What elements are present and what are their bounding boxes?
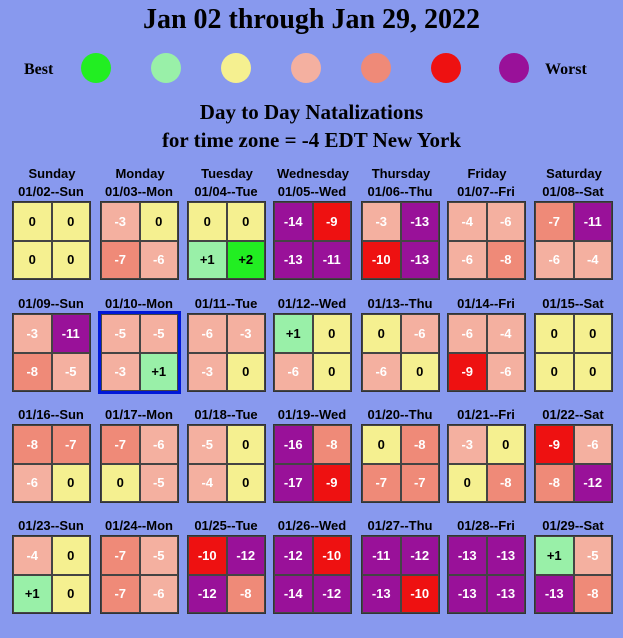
natalization-cell: -13 bbox=[487, 575, 526, 614]
day-label: 01/24--Mon bbox=[105, 518, 173, 533]
natalization-cell: -6 bbox=[487, 353, 526, 392]
day-label: 01/27--Thu bbox=[367, 518, 433, 533]
day-label: 01/21--Fri bbox=[457, 407, 515, 422]
natalization-cell: +2 bbox=[227, 241, 266, 280]
day-box[interactable] bbox=[187, 424, 266, 503]
natalization-cell: -3 bbox=[227, 314, 266, 353]
natalization-cell: -8 bbox=[13, 425, 52, 464]
natalization-cell: -5 bbox=[140, 314, 179, 353]
natalization-cell: -6 bbox=[362, 353, 401, 392]
natalization-cell: -6 bbox=[535, 241, 574, 280]
day-label: 01/26--Wed bbox=[277, 518, 347, 533]
natalization-cell: -3 bbox=[362, 202, 401, 241]
natalization-cell: 0 bbox=[52, 464, 91, 503]
day-box[interactable] bbox=[361, 535, 440, 614]
natalization-cell: -6 bbox=[448, 314, 487, 353]
natalization-cell: -11 bbox=[52, 314, 91, 353]
day-label: 01/13--Thu bbox=[367, 296, 433, 311]
natalization-cell: 0 bbox=[313, 353, 352, 392]
natalization-cell: -6 bbox=[401, 314, 440, 353]
legend-dot-worst bbox=[499, 53, 529, 83]
day-box[interactable] bbox=[361, 201, 440, 280]
natalization-cell: -13 bbox=[448, 536, 487, 575]
natalization-cell: 0 bbox=[52, 241, 91, 280]
day-box[interactable] bbox=[187, 535, 266, 614]
day-label: 01/18--Tue bbox=[194, 407, 258, 422]
natalization-cell: -6 bbox=[574, 425, 613, 464]
natalization-cell: -16 bbox=[274, 425, 313, 464]
natalization-cell: -7 bbox=[535, 202, 574, 241]
day-box[interactable] bbox=[534, 201, 613, 280]
natalization-cell: +1 bbox=[188, 241, 227, 280]
natalization-cell: -7 bbox=[101, 241, 140, 280]
natalization-cell: -3 bbox=[188, 353, 227, 392]
natalization-cell: -3 bbox=[101, 202, 140, 241]
natalization-cell: -10 bbox=[188, 536, 227, 575]
natalization-cell: 0 bbox=[140, 202, 179, 241]
natalization-cell: -8 bbox=[401, 425, 440, 464]
natalization-cell: 0 bbox=[52, 202, 91, 241]
natalization-cell: 0 bbox=[574, 353, 613, 392]
natalization-cell: -5 bbox=[140, 464, 179, 503]
natalization-cell: -5 bbox=[140, 536, 179, 575]
natalization-cell: -6 bbox=[188, 314, 227, 353]
natalization-cell: -10 bbox=[362, 241, 401, 280]
natalization-cell: -6 bbox=[448, 241, 487, 280]
natalization-cell: 0 bbox=[574, 314, 613, 353]
legend-dot-neutral bbox=[221, 53, 251, 83]
natalization-cell: +1 bbox=[13, 575, 52, 614]
day-box[interactable] bbox=[534, 424, 613, 503]
day-label: 01/22--Sat bbox=[542, 407, 604, 422]
natalization-cell: -8 bbox=[574, 575, 613, 614]
natalization-cell: -7 bbox=[101, 425, 140, 464]
natalization-cell: -9 bbox=[535, 425, 574, 464]
natalization-cell: -5 bbox=[52, 353, 91, 392]
day-label: 01/06--Thu bbox=[367, 184, 433, 199]
day-box[interactable] bbox=[447, 535, 526, 614]
day-box[interactable] bbox=[273, 535, 352, 614]
natalization-cell: 0 bbox=[535, 314, 574, 353]
day-box[interactable] bbox=[534, 313, 613, 392]
natalization-cell: -10 bbox=[401, 575, 440, 614]
natalization-cell: 0 bbox=[535, 353, 574, 392]
day-label: 01/04--Tue bbox=[194, 184, 258, 199]
natalization-cell: -8 bbox=[13, 353, 52, 392]
natalization-cell: -7 bbox=[362, 464, 401, 503]
natalization-cell: 0 bbox=[52, 536, 91, 575]
natalization-cell: -4 bbox=[13, 536, 52, 575]
natalization-cell: -13 bbox=[362, 575, 401, 614]
day-box[interactable] bbox=[447, 313, 526, 392]
natalization-cell: -8 bbox=[535, 464, 574, 503]
natalization-cell: -13 bbox=[401, 241, 440, 280]
day-label: 01/25--Tue bbox=[194, 518, 258, 533]
natalization-cell: 0 bbox=[401, 353, 440, 392]
natalization-cell: -13 bbox=[535, 575, 574, 614]
weekday-label-saturday: Saturday bbox=[546, 166, 602, 181]
day-box[interactable] bbox=[273, 424, 352, 503]
natalization-cell: -5 bbox=[188, 425, 227, 464]
natalization-cell: -8 bbox=[487, 464, 526, 503]
natalization-cell: -13 bbox=[274, 241, 313, 280]
natalization-cell: -12 bbox=[574, 464, 613, 503]
natalization-cell: -11 bbox=[574, 202, 613, 241]
page-title: Jan 02 through Jan 29, 2022 bbox=[142, 4, 481, 35]
weekday-label-monday: Monday bbox=[115, 166, 165, 181]
weekday-label-tuesday: Tuesday bbox=[201, 166, 253, 181]
natalization-cell: 0 bbox=[313, 314, 352, 353]
day-label: 01/02--Sun bbox=[18, 184, 84, 199]
weekday-label-thursday: Thursday bbox=[371, 166, 431, 181]
color-legend bbox=[0, 50, 623, 90]
legend-dot-bad bbox=[361, 53, 391, 83]
natalization-cell: -9 bbox=[313, 202, 352, 241]
natalization-cell: -3 bbox=[448, 425, 487, 464]
weekday-label-sunday: Sunday bbox=[28, 166, 76, 181]
day-box[interactable] bbox=[447, 201, 526, 280]
natalization-cell: -4 bbox=[448, 202, 487, 241]
natalization-cell: -5 bbox=[101, 314, 140, 353]
natalization-cell: -12 bbox=[227, 536, 266, 575]
natalization-cell: 0 bbox=[13, 202, 52, 241]
natalization-cell: -3 bbox=[101, 353, 140, 392]
weekday-label-wednesday: Wednesday bbox=[276, 166, 349, 181]
natalization-cell: -4 bbox=[574, 241, 613, 280]
weekday-label-friday: Friday bbox=[467, 166, 507, 181]
natalization-cell: -9 bbox=[313, 464, 352, 503]
day-label: 01/16--Sun bbox=[18, 407, 84, 422]
day-label: 01/08--Sat bbox=[542, 184, 604, 199]
day-box[interactable] bbox=[273, 313, 352, 392]
natalization-cell: -17 bbox=[274, 464, 313, 503]
natalization-cell: -4 bbox=[188, 464, 227, 503]
natalization-cell: -13 bbox=[448, 575, 487, 614]
natalization-cell: 0 bbox=[448, 464, 487, 503]
day-box[interactable] bbox=[187, 201, 266, 280]
day-box[interactable] bbox=[12, 535, 91, 614]
day-box[interactable] bbox=[12, 424, 91, 503]
day-box[interactable] bbox=[100, 424, 179, 503]
natalization-cell: 0 bbox=[362, 314, 401, 353]
natalization-cell: -12 bbox=[188, 575, 227, 614]
day-box[interactable] bbox=[12, 201, 91, 280]
legend-dot-good bbox=[151, 53, 181, 83]
subtitle-line-1: Day to Day Natalizations bbox=[199, 100, 424, 124]
natalization-cell: -6 bbox=[487, 202, 526, 241]
natalization-cell: +1 bbox=[535, 536, 574, 575]
natalization-cell: -8 bbox=[487, 241, 526, 280]
legend-dot-very-bad bbox=[431, 53, 461, 83]
natalization-cell: 0 bbox=[188, 202, 227, 241]
natalization-cell: -10 bbox=[313, 536, 352, 575]
natalization-cell: -13 bbox=[401, 202, 440, 241]
legend-dot-slightly-bad bbox=[291, 53, 321, 83]
legend-dot-best bbox=[81, 53, 111, 83]
day-label: 01/07--Fri bbox=[457, 184, 515, 199]
day-box[interactable] bbox=[100, 201, 179, 280]
natalization-cell: 0 bbox=[101, 464, 140, 503]
natalization-cell: -8 bbox=[227, 575, 266, 614]
day-box[interactable] bbox=[273, 201, 352, 280]
natalization-cell: -8 bbox=[313, 425, 352, 464]
legend-best-label: Best bbox=[24, 61, 54, 78]
natalization-cell: -12 bbox=[274, 536, 313, 575]
day-label: 01/28--Fri bbox=[457, 518, 515, 533]
natalization-cell: 0 bbox=[227, 202, 266, 241]
natalization-cell: -6 bbox=[140, 425, 179, 464]
day-box[interactable] bbox=[361, 313, 440, 392]
natalization-cell: -9 bbox=[448, 353, 487, 392]
natalization-cell: -6 bbox=[140, 241, 179, 280]
natalization-cell: -7 bbox=[401, 464, 440, 503]
natalization-cell: -14 bbox=[274, 575, 313, 614]
natalization-cell: 0 bbox=[362, 425, 401, 464]
natalization-cell: 0 bbox=[227, 464, 266, 503]
day-label: 01/11--Tue bbox=[194, 296, 258, 311]
natalization-cell: 0 bbox=[227, 425, 266, 464]
natalization-cell: 0 bbox=[52, 575, 91, 614]
natalization-cell: -13 bbox=[487, 536, 526, 575]
natalization-cell: -12 bbox=[313, 575, 352, 614]
day-label: 01/09--Sun bbox=[18, 296, 84, 311]
natalization-cell: +1 bbox=[140, 353, 179, 392]
natalization-cell: 0 bbox=[227, 353, 266, 392]
day-label: 01/15--Sat bbox=[542, 296, 604, 311]
natalization-cell: -6 bbox=[274, 353, 313, 392]
natalization-cell: -12 bbox=[401, 536, 440, 575]
day-label: 01/14--Fri bbox=[457, 296, 515, 311]
day-label: 01/19--Wed bbox=[277, 407, 347, 422]
natalization-cell: -7 bbox=[52, 425, 91, 464]
day-box[interactable] bbox=[187, 313, 266, 392]
natalization-cell: 0 bbox=[13, 241, 52, 280]
day-label: 01/05--Wed bbox=[277, 184, 347, 199]
day-box[interactable] bbox=[100, 535, 179, 614]
legend-worst-label: Worst bbox=[545, 61, 587, 78]
natalization-cell: -11 bbox=[362, 536, 401, 575]
natalization-cell: -7 bbox=[101, 536, 140, 575]
day-box[interactable] bbox=[361, 424, 440, 503]
natalization-cell: -4 bbox=[487, 314, 526, 353]
natalization-cell: 0 bbox=[487, 425, 526, 464]
natalization-cell: -6 bbox=[13, 464, 52, 503]
day-label: 01/17--Mon bbox=[105, 407, 173, 422]
day-label: 01/23--Sun bbox=[18, 518, 84, 533]
day-label: 01/12--Wed bbox=[277, 296, 347, 311]
natalization-cell: -5 bbox=[574, 536, 613, 575]
natalization-cell: -14 bbox=[274, 202, 313, 241]
subtitle-line-2: for time zone = -4 EDT New York bbox=[161, 128, 462, 152]
natalization-cell: +1 bbox=[274, 314, 313, 353]
day-label: 01/10--Mon bbox=[105, 296, 173, 311]
day-box[interactable] bbox=[447, 424, 526, 503]
day-box-selected[interactable] bbox=[100, 313, 179, 392]
day-label: 01/29--Sat bbox=[542, 518, 604, 533]
day-label: 01/03--Mon bbox=[105, 184, 173, 199]
day-label: 01/20--Thu bbox=[367, 407, 433, 422]
natalization-cell: -3 bbox=[13, 314, 52, 353]
natalization-cell: -7 bbox=[101, 575, 140, 614]
day-box[interactable] bbox=[12, 313, 91, 392]
day-box[interactable] bbox=[534, 535, 613, 614]
natalization-cell: -11 bbox=[313, 241, 352, 280]
natalization-cell: -6 bbox=[140, 575, 179, 614]
